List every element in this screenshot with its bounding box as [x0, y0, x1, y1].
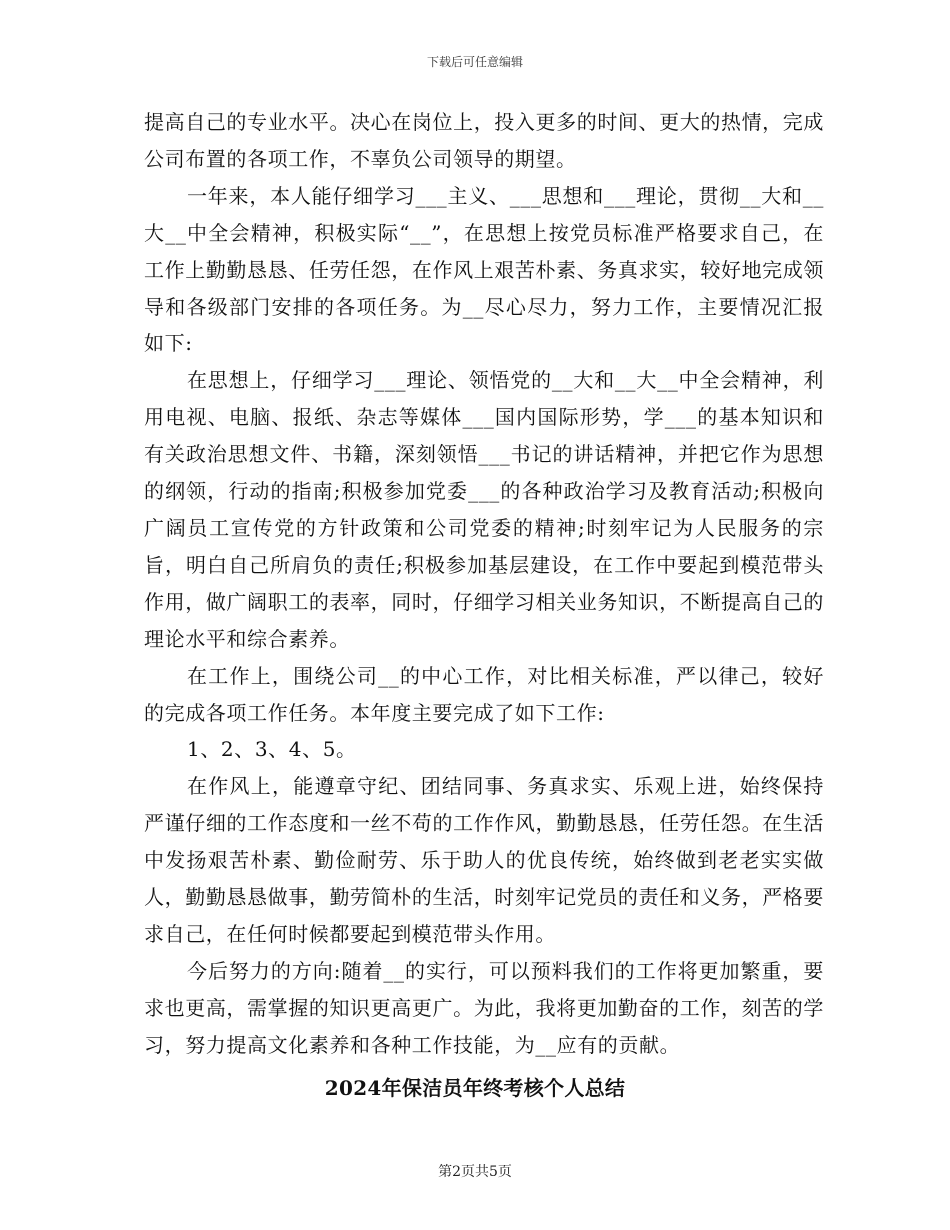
document-body [144, 104, 824, 1064]
paragraph: 1、2、3、4、5。 [187, 737, 357, 762]
header-note: 下载后可任意编辑 [426, 55, 523, 69]
page-number: 第2页共5页 [438, 1164, 512, 1180]
paragraph: 在作风上，能遵章守纪、团结同事、务真求实、乐观上进，始终保持严谨仔细的工作态度和一丝不苟的工作作风，勤勤恳恳，任劳任怨。在生活中发扬艰苦朴素、勤俭耐劳、乐于助人的优良传统，始终做到老老实实做人，勤勤恳恳做事，勤劳简朴的生活，时刻牢记党员的责任和义务，严格要求自己，在任何时候都要起到模范带头作用。 [144, 774, 824, 946]
paragraph: 一年来，本人能仔细学习___主义、___思想和___理论，贯彻__大和__大__中全会精神，积极实际“__”，在思想上按党员标准严格要求自己，在工作上勤勤恳恳、任劳任怨，在作风上艰苦朴素、务真求实，较好地完成领导和各级部门安排的各项任务。为__尽心尽力，努力工作，主要情况汇报如下: [144, 183, 824, 356]
paragraph: 提高自己的专业水平。决心在岗位上，投入更多的时间、更大的热情，完成公司布置的各项工作，不辜负公司领导的期望。 [144, 110, 824, 171]
section-title: 2024年保洁员年终考核个人总结 [324, 1076, 626, 1100]
paragraph: 在思想上，仔细学习___理论、领悟党的__大和__大__中全会精神，利用电视、电脑、报纸、杂志等媒体___国内国际形势，学___的基本知识和有关政治思想文件、书籍，深刻领悟___书记的讲话精神，并把它作为思想的纲领，行动的指南;积极参加党委___的各种政治学习及教育活动;积极向广阔员工宣传党的方针政策和公司党委的精神;时刻牢记为人民服务的宗旨，明白自己所肩负的责任;积极参加基层建设，在工作中要起到模范带头作用，做广阔职工的表率，同时，仔细学习相关业务知识，不断提高自己的理论水平和综合素养。 [144, 368, 824, 651]
paragraph: 今后努力的方向:随着__的实行，可以预料我们的工作将更加繁重，要求也更高，需掌握的知识更高更广。为此，我将更加勤奋的工作，刻苦的学习，努力提高文化素养和各种工作技能，为__应有的贡献。 [144, 958, 824, 1057]
paragraph: 在工作上，围绕公司__的中心工作，对比相关标准，严以律己，较好的完成各项工作任务。本年度主要完成了如下工作: [144, 663, 824, 725]
